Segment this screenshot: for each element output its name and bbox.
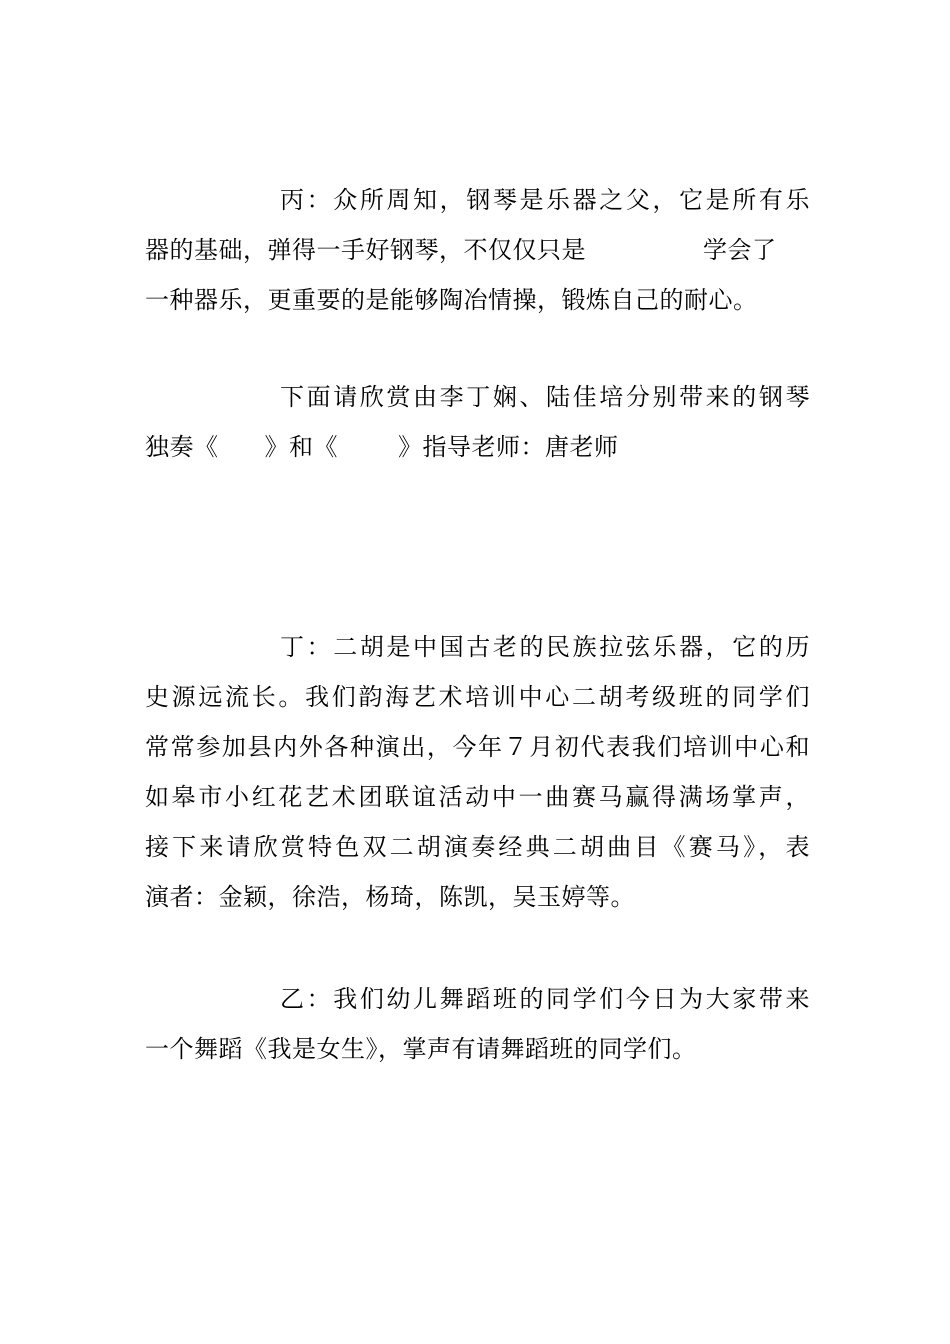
paragraph-1-line-2 [145, 235, 810, 265]
paragraph-2-title-open-1: 独奏《 [145, 433, 219, 461]
paragraph-1-line-2-start: 器的基础，弹得一手好钢琴，不仅仅只是 [145, 236, 586, 264]
paragraph-2-title-open-2: 》和《 [264, 433, 338, 461]
paragraph-3-line-3: 常常参加县内外各种演出，今年７月初代表我们培训中心和 [145, 733, 810, 761]
paragraph-4-line-1: 乙：我们幼儿舞蹈班的同学们今日为大家带来 [280, 985, 810, 1013]
paragraph-1-line-1: 丙：众所周知，钢琴是乐器之父，它是所有乐 [280, 186, 810, 214]
paragraph-3-line-2: 史源远流长。我们韵海艺术培训中心二胡考级班的同学们 [145, 683, 810, 711]
paragraph-3-line-5: 接下来请欣赏特色双二胡演奏经典二胡曲目《赛马》，表 [145, 833, 810, 861]
paragraph-3-line-1: 丁：二胡是中国古老的民族拉弦乐器，它的历 [280, 633, 810, 661]
paragraph-4-line-2: 一个舞蹈《我是女生》，掌声有请舞蹈班的同学们。 [145, 1035, 697, 1063]
paragraph-3-line-6: 演者：金颖，徐浩，杨琦，陈凯，吴玉婷等。 [145, 883, 635, 911]
paragraph-2-line-1: 下面请欣赏由李丁娴、陆佳培分别带来的钢琴 [280, 383, 810, 411]
paragraph-3-line-4: 如皋市小红花艺术团联谊活动中一曲赛马赢得满场掌声， [145, 783, 810, 811]
paragraph-1-line-3: 一种器乐，更重要的是能够陶冶情操，锻炼自己的耐心。 [145, 286, 758, 314]
paragraph-2-line-2 [145, 432, 810, 462]
paragraph-1-line-2-end: 学会了 [703, 236, 777, 264]
paragraph-2-line-2-end: 》指导老师：唐老师 [398, 433, 619, 461]
